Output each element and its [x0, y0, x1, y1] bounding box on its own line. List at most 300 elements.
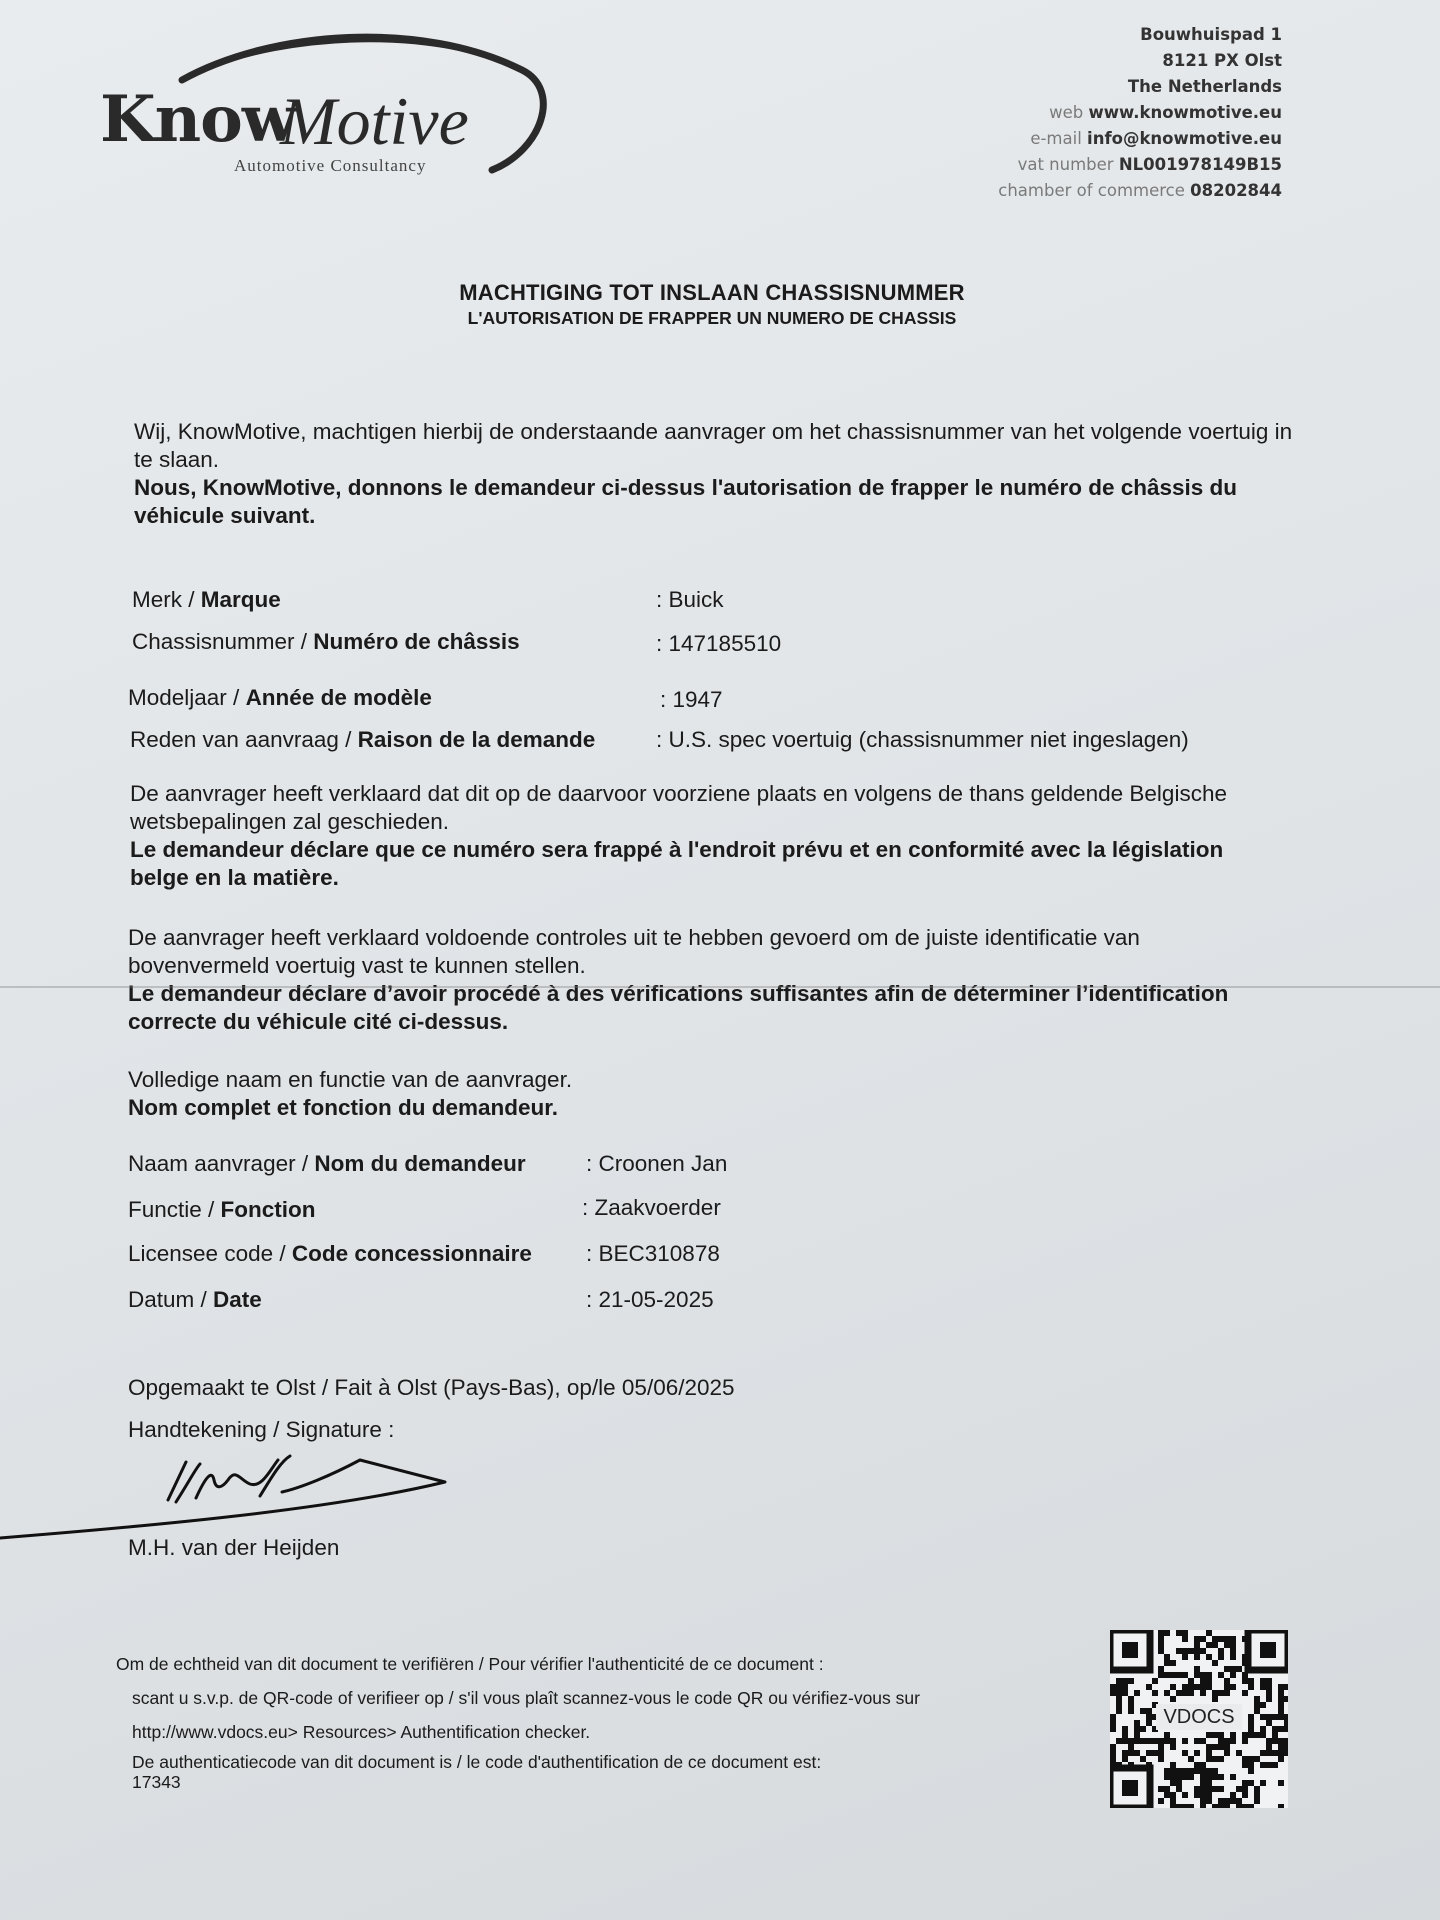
- verify-link[interactable]: http://www.vdocs.eu> Resources> Authentification checker.: [132, 1722, 591, 1742]
- qr-module: [1164, 1654, 1170, 1660]
- qr-module: [1218, 1636, 1224, 1642]
- qr-module: [1242, 1756, 1248, 1762]
- qr-module: [1218, 1738, 1224, 1744]
- applicant-heading-fr: Nom complet et fonction du demandeur.: [128, 1095, 559, 1120]
- qr-module: [1266, 1720, 1272, 1726]
- qr-module: [1170, 1762, 1176, 1768]
- vehicle-value-year: : 1947: [660, 687, 723, 712]
- qr-module: [1170, 1672, 1176, 1678]
- qr-module: [1170, 1684, 1176, 1690]
- qr-module: [1266, 1684, 1272, 1690]
- qr-module: [1134, 1732, 1140, 1738]
- intro-paragraph: [134, 418, 1294, 530]
- qr-module: [1266, 1738, 1272, 1744]
- qr-module: [1248, 1804, 1254, 1808]
- qr-module: [1206, 1732, 1212, 1738]
- qr-module: [1158, 1672, 1164, 1678]
- qr-module: [1164, 1768, 1170, 1774]
- contact-web: web www.knowmotive.eu: [1049, 103, 1282, 122]
- contact-coc: chamber of commerce 08202844: [998, 181, 1282, 200]
- qr-module: [1230, 1798, 1236, 1804]
- qr-module: [1152, 1738, 1158, 1744]
- qr-module: [1206, 1798, 1212, 1804]
- qr-module: [1158, 1642, 1164, 1648]
- qr-module: [1176, 1630, 1182, 1636]
- qr-module: [1206, 1672, 1212, 1678]
- qr-module: [1278, 1696, 1284, 1702]
- qr-label: VDOCS: [1163, 1706, 1235, 1728]
- qr-module: [1218, 1732, 1224, 1738]
- qr-module: [1164, 1690, 1170, 1696]
- qr-module: [1254, 1756, 1260, 1762]
- qr-module: [1188, 1684, 1194, 1690]
- qr-module: [1242, 1678, 1248, 1684]
- qr-module: [1248, 1726, 1254, 1732]
- qr-module: [1224, 1738, 1230, 1744]
- qr-module: [1194, 1750, 1200, 1756]
- qr-module: [1236, 1666, 1242, 1672]
- vehicle-value-reason: : U.S. spec voertuig (chassisnummer niet ingeslagen): [656, 727, 1189, 752]
- logo-tagline: Automotive Consultancy: [234, 156, 427, 175]
- qr-module: [1230, 1666, 1236, 1672]
- qr-module: [1200, 1768, 1206, 1774]
- qr-module: [1260, 1780, 1266, 1786]
- qr-module: [1116, 1684, 1122, 1690]
- qr-module: [1182, 1804, 1188, 1808]
- applicant-row-date: Datum / Date: [128, 1287, 262, 1312]
- qr-module: [1224, 1666, 1230, 1672]
- applicant-value-function: : Zaakvoerder: [582, 1195, 721, 1220]
- qr-module: [1176, 1648, 1182, 1654]
- qr-module: [1146, 1750, 1152, 1756]
- qr-module: [1278, 1750, 1284, 1756]
- qr-module: [1200, 1792, 1206, 1798]
- qr-module: [1206, 1750, 1212, 1756]
- qr-module: [1128, 1744, 1134, 1750]
- qr-module: [1254, 1732, 1260, 1738]
- qr-module: [1206, 1684, 1212, 1690]
- qr-module: [1224, 1804, 1230, 1808]
- qr-module: [1218, 1690, 1224, 1696]
- qr-module: [1134, 1726, 1140, 1732]
- qr-module: [1200, 1684, 1206, 1690]
- qr-module: [1272, 1738, 1278, 1744]
- qr-module: [1224, 1678, 1230, 1684]
- qr-module: [1260, 1750, 1266, 1756]
- qr-module: [1164, 1732, 1170, 1738]
- verify-note: [116, 1652, 1036, 1792]
- address-street: Bouwhuispad 1: [1140, 25, 1282, 44]
- qr-module: [1218, 1648, 1224, 1654]
- qr-module: [1266, 1714, 1272, 1720]
- qr-module: [1158, 1636, 1164, 1642]
- qr-module: [1284, 1720, 1288, 1726]
- applicant-heading-nl: Volledige naam en functie van de aanvrager.: [128, 1067, 573, 1092]
- qr-module: [1188, 1678, 1194, 1684]
- qr-module: [1188, 1804, 1194, 1808]
- qr-module: [1254, 1792, 1260, 1798]
- qr-module: [1206, 1780, 1212, 1786]
- qr-module: [1260, 1684, 1266, 1690]
- qr-module: [1134, 1750, 1140, 1756]
- qr-module: [1188, 1768, 1194, 1774]
- qr-module: [1230, 1792, 1236, 1798]
- paper-fold-line: [0, 986, 1440, 988]
- qr-module: [1248, 1720, 1254, 1726]
- qr-module: [1176, 1774, 1182, 1780]
- qr-module: [1146, 1738, 1152, 1744]
- qr-module: [1116, 1708, 1122, 1714]
- qr-module: [1230, 1654, 1236, 1660]
- qr-module: [1272, 1732, 1278, 1738]
- qr-module: [1254, 1786, 1260, 1792]
- qr-module: [1200, 1804, 1206, 1808]
- qr-module: [1278, 1714, 1284, 1720]
- qr-module: [1110, 1756, 1116, 1762]
- qr-module: [1254, 1702, 1260, 1708]
- qr-module: [1122, 1750, 1128, 1756]
- qr-module: [1170, 1738, 1176, 1744]
- vehicle-row-reason: Reden van aanvraag / Raison de la demande: [130, 727, 596, 752]
- qr-module: [1212, 1690, 1218, 1696]
- qr-module: [1230, 1774, 1236, 1780]
- qr-module: [1134, 1690, 1140, 1696]
- qr-module: [1182, 1774, 1188, 1780]
- verify-line-2: scant u s.v.p. de QR-code of verifieer op / s'il vous plaît scannez-vous le code QR ou vérifiez-vous sur: [132, 1688, 920, 1708]
- qr-module: [1116, 1690, 1122, 1696]
- qr-module: [1254, 1696, 1260, 1702]
- qr-module: [1176, 1672, 1182, 1678]
- qr-module: [1110, 1744, 1116, 1750]
- qr-module: [1260, 1732, 1266, 1738]
- qr-module: [1278, 1702, 1284, 1708]
- qr-module: [1248, 1756, 1254, 1762]
- qr-module: [1116, 1738, 1122, 1744]
- qr-module: [1134, 1738, 1140, 1744]
- qr-module: [1254, 1708, 1260, 1714]
- qr-module: [1260, 1762, 1266, 1768]
- qr-module: [1272, 1750, 1278, 1756]
- qr-module: [1110, 1720, 1116, 1726]
- applicant-value-licensee: : BEC310878: [586, 1241, 720, 1266]
- declaration-checks-fr: Le demandeur déclare d’avoir procédé à des vérifications suffisantes afin de déterminer l’identification correcte du véhicule cité ci-dessus.: [128, 981, 1229, 1034]
- qr-module: [1128, 1678, 1134, 1684]
- address-country: The Netherlands: [1127, 77, 1282, 96]
- qr-code-graphic: [1110, 1630, 1288, 1808]
- qr-module: [1188, 1774, 1194, 1780]
- qr-module: [1176, 1768, 1182, 1774]
- qr-module: [1164, 1630, 1170, 1636]
- signer-name: M.H. van der Heijden: [128, 1535, 340, 1560]
- qr-module: [1200, 1690, 1206, 1696]
- qr-module: [1236, 1786, 1242, 1792]
- applicant-row-name: Naam aanvrager / Nom du demandeur: [128, 1151, 526, 1176]
- qr-module: [1176, 1804, 1182, 1808]
- qr-module: [1206, 1744, 1212, 1750]
- qr-module: [1284, 1750, 1288, 1756]
- qr-module: [1128, 1738, 1134, 1744]
- qr-module: [1158, 1648, 1164, 1654]
- qr-module: [1272, 1714, 1278, 1720]
- contact-email: e-mail info@knowmotive.eu: [1030, 129, 1282, 148]
- qr-module: [1110, 1714, 1116, 1720]
- qr-module: [1224, 1684, 1230, 1690]
- qr-module: [1170, 1774, 1176, 1780]
- qr-module: [1266, 1744, 1272, 1750]
- qr-module: [1218, 1798, 1224, 1804]
- qr-module: [1212, 1774, 1218, 1780]
- contact-block: [998, 22, 1282, 204]
- applicant-heading: [128, 1066, 1288, 1122]
- qr-module: [1116, 1678, 1122, 1684]
- verify-line-1: Om de echtheid van dit document te verifiëren / Pour vérifier l'authenticité de ce document :: [116, 1654, 824, 1674]
- qr-module: [1206, 1678, 1212, 1684]
- qr-module: [1218, 1672, 1224, 1678]
- qr-module: [1188, 1690, 1194, 1696]
- qr-module: [1194, 1786, 1200, 1792]
- qr-module: [1212, 1660, 1218, 1666]
- qr-module: [1218, 1744, 1224, 1750]
- qr-module: [1182, 1630, 1188, 1636]
- vehicle-value-brand: : Buick: [656, 587, 724, 612]
- qr-module: [1182, 1768, 1188, 1774]
- qr-module: [1152, 1690, 1158, 1696]
- qr-module: [1278, 1738, 1284, 1744]
- applicant-row-licensee: Licensee code / Code concessionnaire: [128, 1241, 532, 1266]
- qr-module: [1206, 1768, 1212, 1774]
- qr-module: [1206, 1630, 1212, 1636]
- qr-module: [1158, 1798, 1164, 1804]
- vehicle-value-chassis: : 147185510: [656, 631, 782, 656]
- qr-module: [1194, 1684, 1200, 1690]
- qr-module: [1122, 1756, 1128, 1762]
- qr-module: [1284, 1738, 1288, 1744]
- qr-module: [1158, 1786, 1164, 1792]
- qr-module: [1128, 1750, 1134, 1756]
- qr-module: [1182, 1750, 1188, 1756]
- qr-module: [1218, 1654, 1224, 1660]
- qr-module: [1146, 1720, 1152, 1726]
- qr-module: [1236, 1750, 1242, 1756]
- qr-module: [1164, 1672, 1170, 1678]
- qr-module: [1140, 1708, 1146, 1714]
- qr-module: [1200, 1648, 1206, 1654]
- declaration-checks: [128, 924, 1268, 1036]
- qr-module: [1224, 1798, 1230, 1804]
- intro-fr: Nous, KnowMotive, donnons le demandeur ci-dessus l'autorisation de frapper le numéro de châssis du véhicule suivant.: [134, 475, 1238, 528]
- logo-brand-know: Know: [100, 82, 296, 157]
- qr-module: [1200, 1786, 1206, 1792]
- qr-module: [1284, 1726, 1288, 1732]
- qr-module: [1212, 1696, 1218, 1702]
- qr-module: [1194, 1792, 1200, 1798]
- qr-module: [1176, 1786, 1182, 1792]
- qr-module: [1206, 1786, 1212, 1792]
- qr-module: [1230, 1672, 1236, 1678]
- title-fr: L'AUTORISATION DE FRAPPER UN NUMERO DE CHASSIS: [467, 308, 957, 328]
- qr-module: [1284, 1714, 1288, 1720]
- qr-module: [1266, 1690, 1272, 1696]
- qr-module: [1164, 1774, 1170, 1780]
- qr-module: [1242, 1792, 1248, 1798]
- qr-module: [1266, 1696, 1272, 1702]
- qr-module: [1278, 1780, 1284, 1786]
- qr-module: [1206, 1654, 1212, 1660]
- qr-module: [1170, 1780, 1176, 1786]
- qr-module: [1194, 1672, 1200, 1678]
- qr-module: [1200, 1738, 1206, 1744]
- qr-module: [1212, 1768, 1218, 1774]
- qr-module: [1164, 1792, 1170, 1798]
- qr-module: [1116, 1702, 1122, 1708]
- qr-module: [1164, 1786, 1170, 1792]
- qr-module: [1182, 1654, 1188, 1660]
- qr-module: [1122, 1684, 1128, 1690]
- qr-module: [1212, 1744, 1218, 1750]
- qr-module: [1260, 1702, 1266, 1708]
- qr-module: [1248, 1780, 1254, 1786]
- qr-module: [1260, 1726, 1266, 1732]
- qr-module: [1242, 1732, 1248, 1738]
- qr-module: [1140, 1756, 1146, 1762]
- qr-module: [1224, 1690, 1230, 1696]
- declaration-location-fr: Le demandeur déclare que ce numéro sera frappé à l'endroit prévu et en conformité avec la législation belge en la matière.: [130, 837, 1224, 890]
- qr-module: [1188, 1648, 1194, 1654]
- qr-module: [1236, 1804, 1242, 1808]
- qr-module: [1272, 1726, 1278, 1732]
- qr-module: [1152, 1678, 1158, 1684]
- declaration-location-nl: De aanvrager heeft verklaard dat dit op de daarvoor voorziene plaats en volgens de thans geldende Belgische wetsbepalingen zal geschieden.: [130, 781, 1227, 834]
- signature-label: Handtekening / Signature :: [128, 1417, 395, 1442]
- qr-module: [1200, 1636, 1206, 1642]
- qr-module: [1158, 1744, 1164, 1750]
- applicant-value-name: : Croonen Jan: [586, 1151, 728, 1176]
- qr-module: [1212, 1636, 1218, 1642]
- qr-module: [1182, 1792, 1188, 1798]
- qr-module: [1284, 1684, 1288, 1690]
- qr-module: [1170, 1804, 1176, 1808]
- qr-module: [1122, 1732, 1128, 1738]
- qr-module: [1194, 1648, 1200, 1654]
- applicant-row-function: Functie / Fonction: [128, 1197, 316, 1222]
- qr-module: [1248, 1714, 1254, 1720]
- qr-module: [1278, 1690, 1284, 1696]
- qr-module: [1194, 1654, 1200, 1660]
- qr-module: [1170, 1792, 1176, 1798]
- qr-module: [1182, 1636, 1188, 1642]
- qr-module: [1206, 1792, 1212, 1798]
- qr-module: [1278, 1684, 1284, 1690]
- qr-module: [1128, 1702, 1134, 1708]
- qr-module: [1230, 1684, 1236, 1690]
- qr-module: [1110, 1726, 1116, 1732]
- qr-module: [1116, 1696, 1122, 1702]
- made-at-line: Opgemaakt te Olst / Fait à Olst (Pays-Bas), op/le 05/06/2025: [128, 1375, 735, 1400]
- qr-module: [1236, 1798, 1242, 1804]
- intro-nl: Wij, KnowMotive, machtigen hierbij de onderstaande aanvrager om het chassisnummer van het volgende voertuig in te slaan.: [134, 419, 1293, 472]
- qr-module: [1158, 1750, 1164, 1756]
- qr-module: [1122, 1690, 1128, 1696]
- qr-module: [1278, 1756, 1284, 1762]
- qr-module: [1140, 1726, 1146, 1732]
- qr-module: [1110, 1684, 1116, 1690]
- qr-module: [1224, 1750, 1230, 1756]
- qr-module: [1248, 1684, 1254, 1690]
- qr-module: [1146, 1708, 1152, 1714]
- qr-module: [1206, 1756, 1212, 1762]
- qr-module: [1122, 1726, 1128, 1732]
- qr-module: [1110, 1750, 1116, 1756]
- qr-module: [1278, 1804, 1284, 1808]
- title-nl: MACHTIGING TOT INSLAAN CHASSISNUMMER: [459, 280, 965, 305]
- qr-module: [1206, 1642, 1212, 1648]
- qr-module: [1182, 1738, 1188, 1744]
- qr-module: [1242, 1804, 1248, 1808]
- qr-module: [1194, 1642, 1200, 1648]
- qr-module: [1230, 1648, 1236, 1654]
- qr-module: [1230, 1732, 1236, 1738]
- qr-module: [1194, 1636, 1200, 1642]
- qr-module: [1242, 1690, 1248, 1696]
- qr-module: [1176, 1780, 1182, 1786]
- qr-module: [1194, 1768, 1200, 1774]
- qr-module: [1248, 1678, 1254, 1684]
- qr-module: [1266, 1750, 1272, 1756]
- document-title: [0, 280, 1424, 329]
- qr-module: [1128, 1696, 1134, 1702]
- qr-module: [1248, 1768, 1254, 1774]
- logo-brand-motive: Motive: [280, 83, 469, 159]
- qr-module: [1212, 1786, 1218, 1792]
- qr-module: [1266, 1762, 1272, 1768]
- qr-module: [1272, 1762, 1278, 1768]
- qr-module: [1188, 1756, 1194, 1762]
- qr-module: [1164, 1660, 1170, 1666]
- qr-module: [1170, 1696, 1176, 1702]
- qr-module: [1194, 1738, 1200, 1744]
- qr-module: [1206, 1774, 1212, 1780]
- auth-code-label: De authenticatiecode van dit document is / le code d'authentification de ce document est:: [132, 1752, 822, 1772]
- address-city: 8121 PX Olst: [1162, 51, 1282, 70]
- qr-module: [1254, 1798, 1260, 1804]
- qr-module: [1146, 1684, 1152, 1690]
- qr-module: [1146, 1714, 1152, 1720]
- email-link[interactable]: info@knowmotive.eu: [1087, 129, 1282, 148]
- qr-code[interactable]: [1110, 1630, 1288, 1808]
- qr-module: [1200, 1780, 1206, 1786]
- qr-module: [1182, 1690, 1188, 1696]
- qr-module: [1266, 1678, 1272, 1684]
- qr-module: [1242, 1738, 1248, 1744]
- qr-module: [1200, 1672, 1206, 1678]
- web-link[interactable]: www.knowmotive.eu: [1088, 103, 1282, 122]
- qr-module: [1152, 1750, 1158, 1756]
- qr-module: [1134, 1720, 1140, 1726]
- auth-code: 17343: [132, 1772, 181, 1792]
- qr-module: [1278, 1744, 1284, 1750]
- qr-module: [1248, 1732, 1254, 1738]
- qr-module: [1212, 1756, 1218, 1762]
- qr-module: [1224, 1642, 1230, 1648]
- qr-module: [1212, 1642, 1218, 1648]
- qr-module: [1122, 1678, 1128, 1684]
- company-logo: [92, 10, 552, 190]
- qr-module: [1122, 1738, 1128, 1744]
- qr-module: [1212, 1804, 1218, 1808]
- qr-module: [1200, 1774, 1206, 1780]
- qr-module: [1170, 1768, 1176, 1774]
- qr-module: [1200, 1678, 1206, 1684]
